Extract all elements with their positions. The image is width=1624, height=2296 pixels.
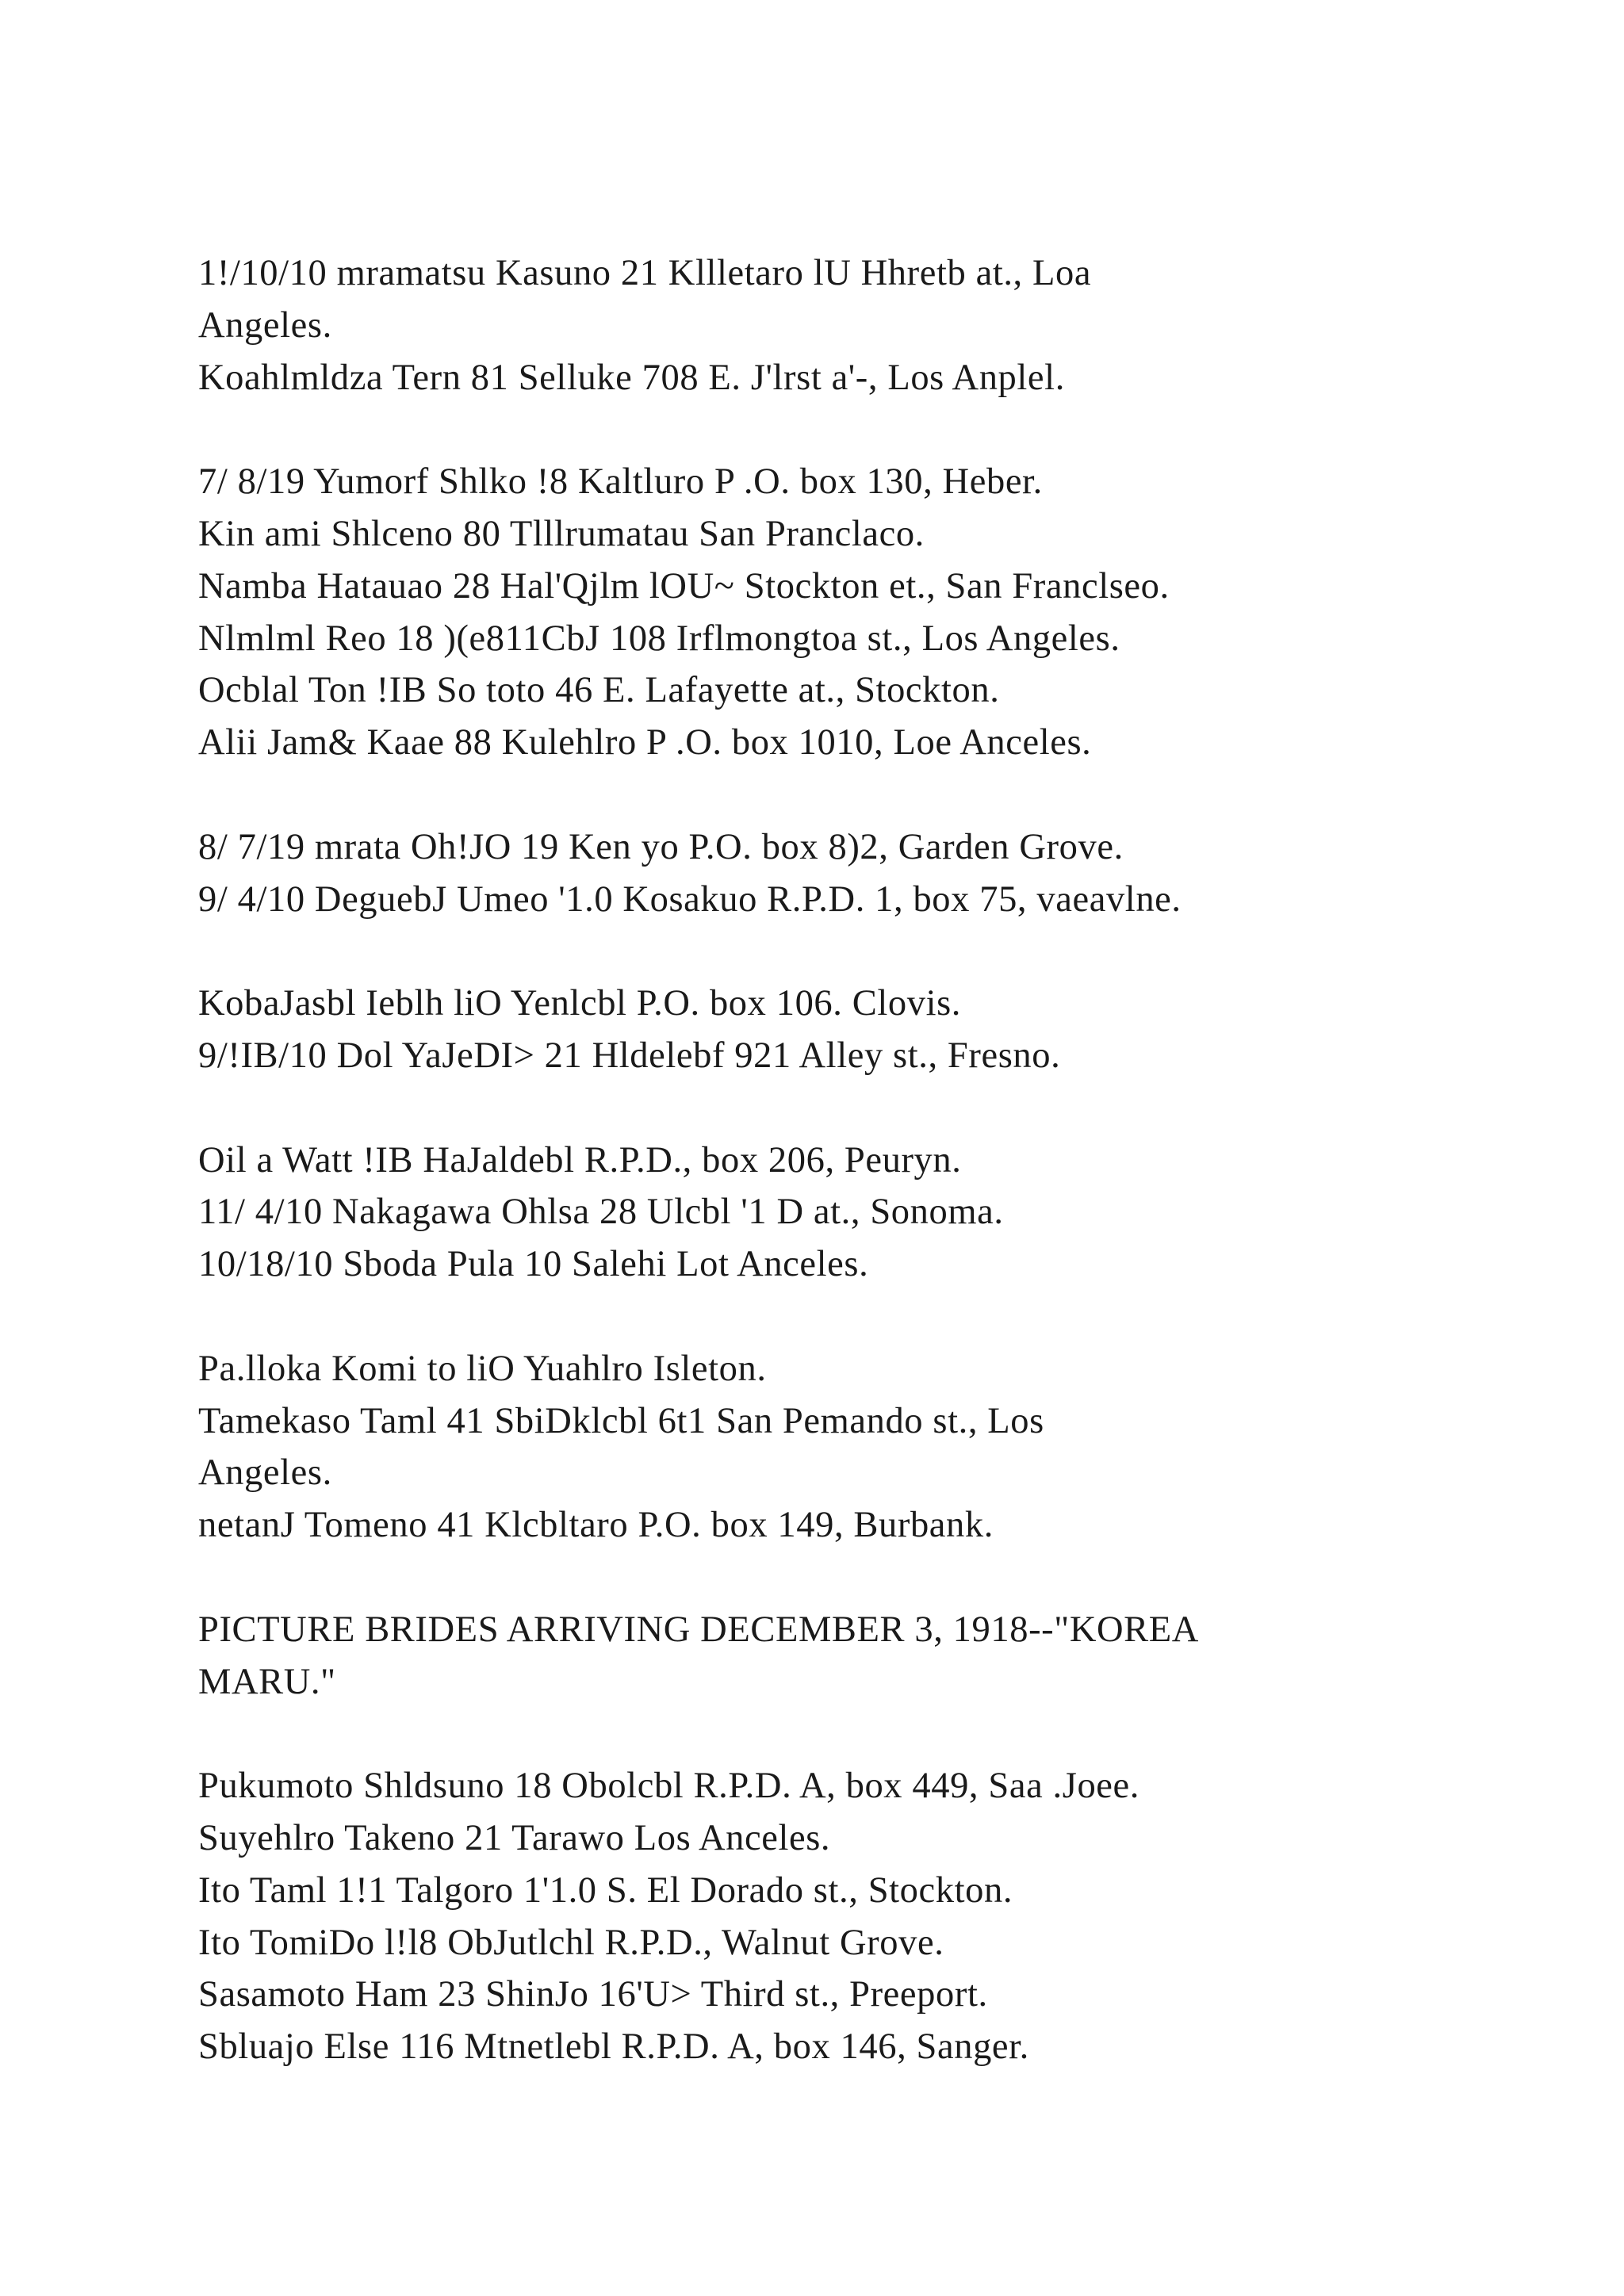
blank-line [198, 1082, 1467, 1135]
text-line: Oil a Watt !IB HaJaldebl R.P.D., box 206, Peuryn. [198, 1139, 962, 1181]
blank-line [198, 925, 1467, 978]
text-line: Pukumoto Shldsuno 18 Obolcbl R.P.D. A, box 449, Saa .Joee. [198, 1766, 1140, 1807]
text-line: Suyehlro Takeno 21 Tarawo Los Anceles. [198, 1817, 831, 1858]
text-line: Koahlmldza Tern 81 Selluke 708 E. J'lrst a'-, Los Anplel. [198, 357, 1065, 398]
text-line: 9/ 4/10 DeguebJ Umeo '1.0 Kosakuo R.P.D. 1, box 75, vaeavlne. [198, 878, 1182, 920]
text-line: Alii Jam& Kaae 88 Kulehlro P .O. box 1010, Loe Anceles. [198, 722, 1092, 763]
text-line: Namba Hatauao 28 Hal'Qjlm lOU~ Stockton et., San Franclseo. [198, 565, 1170, 607]
blank-line [198, 404, 1467, 456]
blank-line [198, 1552, 1467, 1604]
text-line: Angeles. [198, 304, 332, 346]
text-line: Ito Taml 1!1 Talgoro 1'1.0 S. El Dorado st., Stockton. [198, 1869, 1013, 1911]
text-line: MARU." [198, 1661, 336, 1702]
text-line: Tamekaso Taml 41 SbiDklcbl 6t1 San Pemando st., Los [198, 1400, 1044, 1441]
text-line: 8/ 7/19 mrata Oh!JO 19 Ken yo P.O. box 8)2, Garden Grove. [198, 826, 1124, 867]
text-line: 7/ 8/19 Yumorf Shlko !8 Kaltluro P .O. box 130, Heber. [198, 461, 1043, 503]
text-line: Sasamoto Ham 23 ShinJo 16'U> Third st., Preeport. [198, 1974, 988, 2015]
text-line: Ito TomiDo l!l8 ObJutlchl R.P.D., Walnut Grove. [198, 1922, 944, 1963]
document-page [198, 247, 1467, 2073]
text-line: Angeles. [198, 1452, 332, 1494]
text-line: Pa.lloka Komi to liO Yuahlro Isleton. [198, 1348, 767, 1389]
text-line: 1!/10/10 mramatsu Kasuno 21 Kllletaro lU Hhretb at., Loa [198, 253, 1092, 293]
blank-line [198, 1708, 1467, 1760]
text-line: 11/ 4/10 Nakagawa Ohlsa 28 Ulcbl '1 D at., Sonoma. [198, 1192, 1004, 1233]
blank-line [198, 1291, 1467, 1343]
text-line: netanJ Tomeno 41 Klcbltaro P.O. box 149, Burbank. [198, 1505, 994, 1546]
text-line: Nlmlml Reo 18 )(e811CbJ 108 Irflmongtoa st., Los Angeles. [198, 618, 1120, 659]
text-line: Kin ami Shlceno 80 Tlllrumatau San Pranclaco. [198, 513, 925, 554]
text-line: Sbluajo Else 116 Mtnetlebl R.P.D. A, box 146, Sanger. [198, 2026, 1029, 2068]
text-line: PICTURE BRIDES ARRIVING DECEMBER 3, 1918--"KOREA [198, 1609, 1199, 1650]
blank-line [198, 769, 1467, 821]
text-line: 10/18/10 Sboda Pula 10 Salehi Lot Anceles. [198, 1244, 869, 1285]
text-line: Ocblal Ton !IB So toto 46 E. Lafayette at., Stockton. [198, 670, 1000, 711]
text-line: KobaJasbl Ieblh liO Yenlcbl P.O. box 106. Clovis. [198, 983, 962, 1024]
text-line: 9/!IB/10 Dol YaJeDI> 21 Hldelebf 921 Alley st., Fresno. [198, 1035, 1061, 1076]
